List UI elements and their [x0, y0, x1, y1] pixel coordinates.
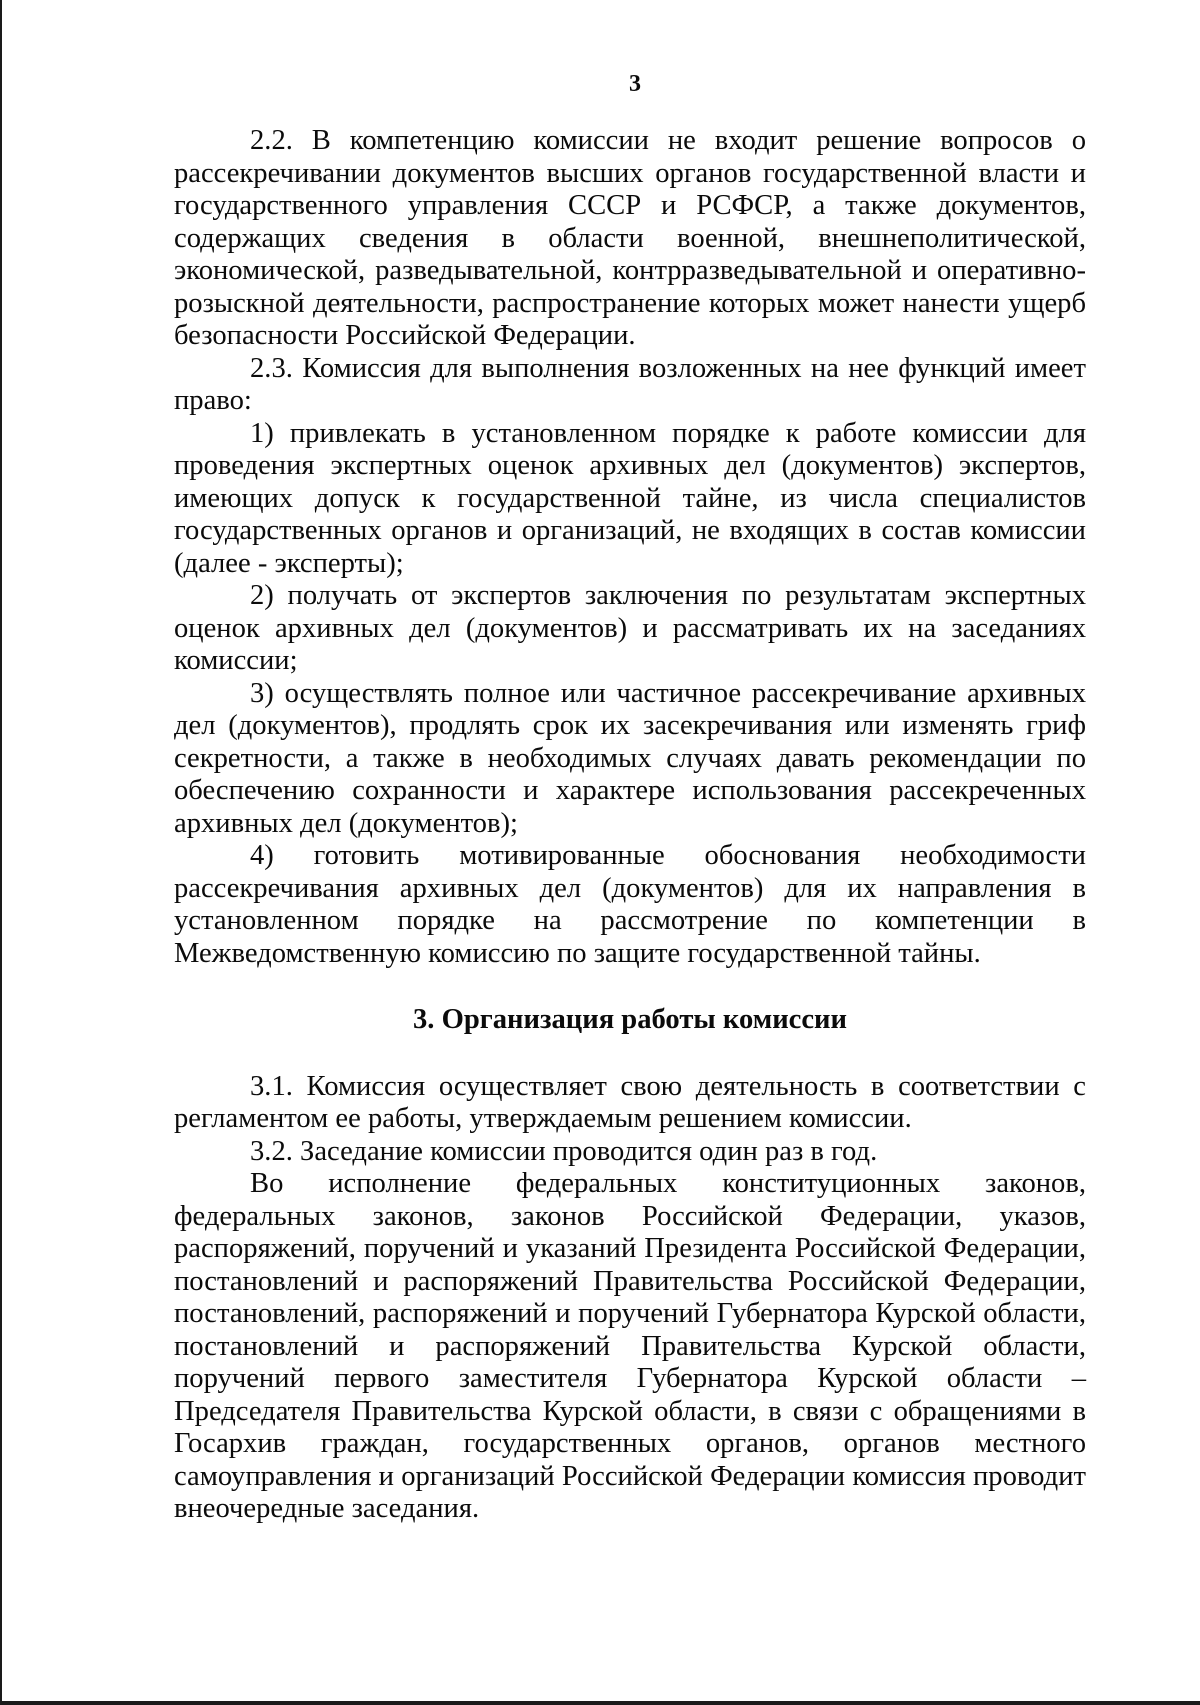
section-heading: 3. Организация работы комиссии	[412, 1004, 848, 1035]
scan-edge-bottom	[0, 1701, 1200, 1705]
paragraph-3-2: 3.2. Заседание комиссии проводится один раз в год.	[250, 1135, 878, 1167]
paragraph-3-1: 3.1. Комиссия осуществляет свою деятельность в соответствии с регламентом ее работы, утверждаемым решением комиссии.	[174, 1070, 1086, 1134]
document-body	[174, 125, 1086, 1526]
paragraph-2-3-item-4: 4) готовить мотивированные обоснования необходимости рассекречивания архивных дел (документов) для их направления в установленном порядке на рассмотрение по компетенции в Межведомственную комиссию по защите государственной тайны.	[174, 840, 1086, 969]
paragraph-3-2-extraordinary-meetings: Во исполнение федеральных конституционных законов, федеральных законов, законов Российской Федерации, указов, распоряжений, поручений и указаний Президента Российской Федерации, постановлений и распоряжений Правительства Российской Федерации, постановлений, распоряжений и поручений Губернатора Курской области, постановлений и распоряжений Правительства Курской области, поручений первого заместителя Губернатора Курской области – Председателя Правительства Курской области, в связи с обращениями в Госархив граждан, государственных органов, органов местного самоуправления и организаций Российской Федерации комиссия проводит внеочередные заседания.	[174, 1168, 1086, 1524]
paragraph-2-2: 2.2. В компетенцию комиссии не входит решение вопросов о рассекречивании документов высших органов государственной власти и государственного управления СССР и РСФСР, а также документов, содержащих сведения в области военной, внешнеполитической, экономической, разведывательной, контрразведывательной и оперативно-розыскной деятельности, распространение которых может нанести ущерб безопасности Российской Федерации.	[174, 125, 1086, 351]
scan-edge-left	[0, 0, 2, 1705]
paragraph-2-3: 2.3. Комиссия для выполнения возложенных на нее функций имеет право:	[174, 352, 1086, 416]
paragraph-2-3-item-3: 3) осуществлять полное или частичное рассекречивание архивных дел (документов), продлять срок их засекречивания или изменять гриф секретности, а также в необходимых случаях давать рекомендации по обеспечению сохранности и характере использования рассекреченных архивных дел (документов);	[174, 677, 1086, 839]
paragraph-2-3-item-1: 1) привлекать в установленном порядке к работе комиссии для проведения экспертных оценок архивных дел (документов) экспертов, имеющих допуск к государственной тайне, из числа специалистов государственных органов и организаций, не входящих в состав комиссии (далее - эксперты);	[174, 417, 1086, 579]
page-number: 3	[629, 71, 641, 97]
paragraph-2-3-item-2: 2) получать от экспертов заключения по результатам экспертных оценок архивных дел (документов) и рассматривать их на заседаниях комиссии;	[174, 580, 1086, 676]
